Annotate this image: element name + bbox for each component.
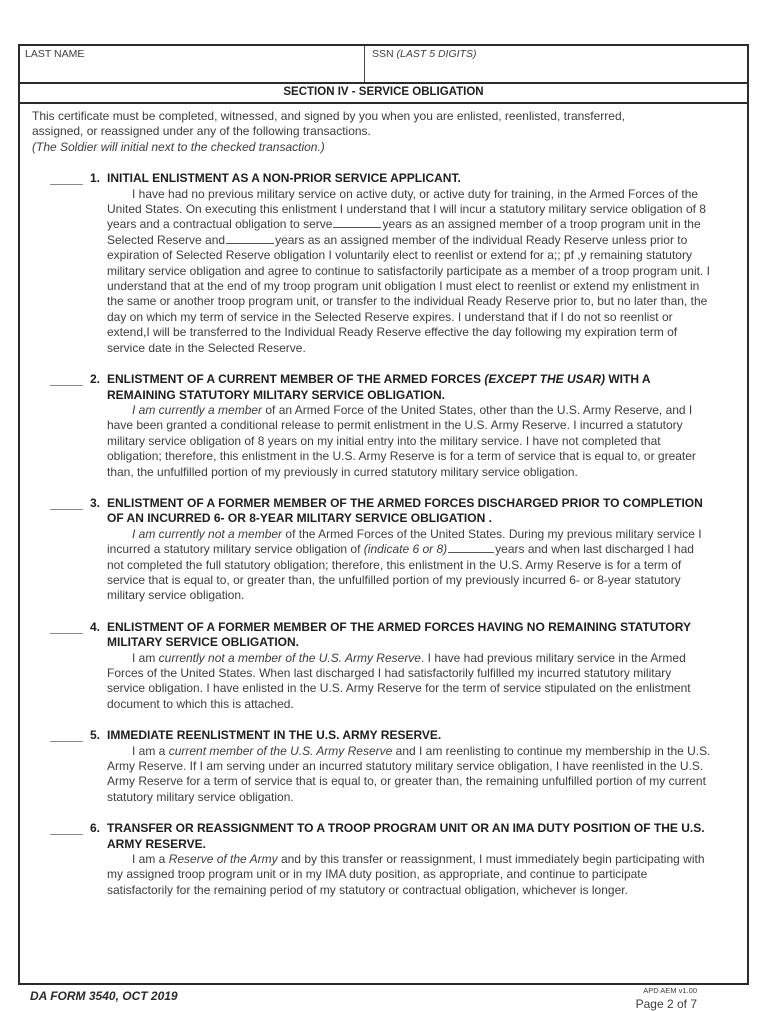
page-number: Page 2 of 7 <box>635 997 697 1011</box>
paragraph-text: currently not a member of the U.S. Army Reserve <box>158 650 421 665</box>
item-paragraph <box>107 527 711 604</box>
heading-text: ENLISTMENT OF A CURRENT MEMBER OF THE ARMED FORCES <box>107 372 485 387</box>
paragraph-text: current member of the U.S. Army Reserve <box>168 743 393 758</box>
section-title: SECTION IV - SERVICE OBLIGATION <box>20 84 747 104</box>
item-heading <box>107 372 711 403</box>
form-body <box>20 104 747 898</box>
item-heading <box>107 728 711 743</box>
paragraph-text: of the Armed Forces of the United States. During my previous military service I incurred a statutory military service obligation of <box>107 526 702 557</box>
heading-text: ENLISTMENT OF A FORMER MEMBER OF THE ARMED FORCES DISCHARGED PRIOR TO COMPLETION OF AN INCURRED 6- OR 8-YEAR MILITARY SERVICE OBLIGATION . <box>107 495 703 526</box>
paragraph-text: Reserve of the Army <box>168 852 278 867</box>
item-paragraph <box>107 403 711 480</box>
ssn-field[interactable] <box>365 46 747 82</box>
footer-right <box>636 986 697 1011</box>
intro-sentence: This certificate must be completed, witnessed, and signed by you when you are enlisted, reenlisted, transferred, assigned, or reassigned under any of the following transactions. <box>32 109 625 139</box>
transaction-item <box>32 171 735 356</box>
paragraph-text: I have had no previous military service on active duty, or active duty for training, in the Armed Forces of the United States. On executing this enlistment I understand that I will incur a statutory military service obligation of 8 years and a contractual obligation to serve <box>107 186 706 232</box>
transaction-item <box>32 372 735 480</box>
paragraph-text: years as an assigned member of the individual Ready Reserve unless prior to expiration of Selected Reserve obligation I voluntarily elect to reenlist or extend for a;; pf ,y remaining statutory military service obligation and agree to continue to satisfactorily participate as a member of a troop program unit. I understand that at the end of my troop program unit obligation I must elect to reenlist or extend my enlistment in the same or another troop program unit, or transfer to the individual Ready Reserve prior to, but no later than, the day on which my term of service in the Selected Reserve expires. I understand that if I do not so reenlist or extend,I will be transferred to the Individual Ready Reserve effective the day following my expiration term of service date in the Selected Reserve. <box>107 232 710 355</box>
heading-text: ENLISTMENT OF A FORMER MEMBER OF THE ARMED FORCES HAVING NO REMAINING STATUTORY MILITARY SERVICE OBLIGATION. <box>107 619 691 650</box>
paragraph-text: years and when last discharged I had not completed the full statutory obligation; therefore, this enlistment in the U.S. Army Reserve is for a term of service that is equal to, or greater than, the unfulfilled portion of my previously incurred 6- or 8-year statutory military service obligation. <box>107 542 694 603</box>
item-paragraph <box>107 187 711 356</box>
paragraph-text: and I am reenlisting to continue my membership in the U.S. Army Reserve. If I am serving under an incurred statutory military service obligation, I have reenlisted in the U.S. Army Reserve for a term of service that is equal to, or greater than, the remaining unfulfilled portion of my current statutory military service obligation. <box>107 743 711 804</box>
ssn-label: SSN <box>372 48 397 60</box>
paragraph-text: I am <box>132 650 159 665</box>
paragraph-text: and by this transfer or reassignment, I must immediately begin participating with my assigned troop program unit or in my IMA duty position, as appropriate, and continue to participate satisfactorily for the remaining period of my statutory or contractual obligation, whichever is longer. <box>107 852 705 897</box>
heading-text: IMMEDIATE REENLISTMENT IN THE U.S. ARMY RESERVE. <box>107 728 442 743</box>
transaction-list <box>32 171 735 898</box>
fill-in-blank[interactable] <box>448 542 494 553</box>
form-page-border <box>18 44 749 985</box>
fill-in-blank[interactable] <box>226 233 274 244</box>
item-paragraph <box>107 744 711 806</box>
identification-row <box>20 46 747 84</box>
paragraph-text: of an Armed Force of the United States, other than the U.S. Army Reserve, and I have been granted a conditional release to permit enlistment in the U.S. Army Reserve. I incurred a statutory military service obligation of 8 years on my initial entry into the military service. I have not completed that obligation; therefore, this enlistment in the U.S. Army Reserve is for a term of service that is equal to, or greater than, the unfulfilled portion of my previously in curred statutory military service obligation. <box>107 402 696 479</box>
ssn-label-parenthetical: (LAST 5 DIGITS) <box>396 48 477 60</box>
paragraph-text: years as an assigned member of a troop program unit in the Selected Reserve and <box>107 217 701 247</box>
apd-version: APD AEM v1.00 <box>643 986 697 995</box>
item-heading <box>107 171 711 186</box>
paragraph-text: I am currently a member <box>132 402 263 417</box>
item-paragraph <box>107 852 711 898</box>
last-name-field[interactable] <box>20 46 365 82</box>
item-heading <box>107 821 711 852</box>
item-number: 3. <box>89 495 100 510</box>
paragraph-text: . I have had previous military service in the Armed Forces of the United States. When last discharged I had satisfactorily fulfilled my incurred statutory military service obligation. I have enlisted in the U.S. Army Reserve for the term of service stipulated on the enlistment document to which this is attached. <box>107 650 691 711</box>
intro-note: (The Soldier will initial next to the checked transaction.) <box>32 139 325 154</box>
transaction-item <box>32 821 735 898</box>
heading-text: TRANSFER OR REASSIGNMENT TO A TROOP PROGRAM UNIT OR AN IMA DUTY POSITION OF THE U.S. ARMY RESERVE. <box>107 821 705 851</box>
item-number: 4. <box>89 619 100 634</box>
heading-text: INITIAL ENLISTMENT AS A NON-PRIOR SERVICE APPLICANT. <box>107 171 461 186</box>
item-number: 2. <box>89 372 100 387</box>
paragraph-text: I am a <box>132 743 169 758</box>
heading-text: (EXCEPT THE USAR) <box>484 372 606 387</box>
transaction-item <box>32 496 735 604</box>
last-name-label: LAST NAME <box>25 48 85 60</box>
item-number: 1. <box>89 171 100 186</box>
form-id: DA FORM 3540, OCT 2019 <box>30 989 178 1003</box>
transaction-item <box>32 728 735 805</box>
item-number: 6. <box>89 821 100 836</box>
paragraph-text: I am a <box>132 852 169 867</box>
intro-paragraph <box>32 109 657 155</box>
item-heading <box>107 620 711 651</box>
item-number: 5. <box>89 728 100 743</box>
paragraph-text: (indicate 6 or 8) <box>363 542 448 557</box>
item-heading <box>107 496 711 527</box>
fill-in-blank[interactable] <box>333 217 381 228</box>
paragraph-text: I am currently not a member <box>132 526 283 541</box>
item-paragraph <box>107 651 711 713</box>
heading-text: WITH A REMAINING STATUTORY MILITARY SERVICE OBLIGATION. <box>107 372 651 402</box>
transaction-item <box>32 620 735 712</box>
